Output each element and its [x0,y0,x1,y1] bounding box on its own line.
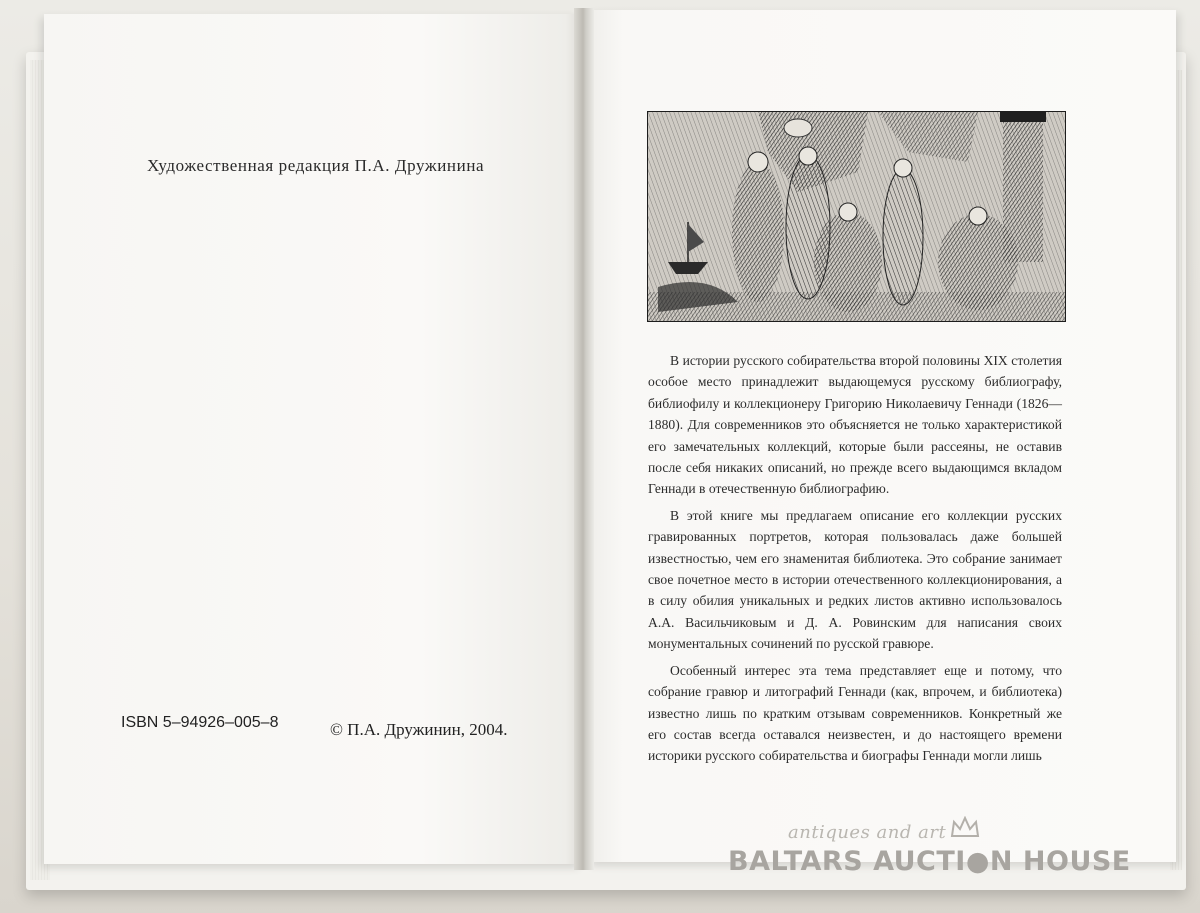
paragraph: Особенный интерес эта тема представляет еще и потому, что собрание гравюр и литографий Геннади (как, впрочем, и библиотека) известно лишь по кратким отзывам современников. Конкретный же его состав всегда оставался неизвестен, и до настоящего времени историки русского собирательства и биографы Геннади могли лишь [648,662,1062,764]
body-text [648,350,1062,772]
watermark-name: BALTARS AUCTI●N HOUSE [728,846,1131,877]
copyright-notice: © П.А. Дружинин, 2004. [330,720,508,739]
paragraph: В этой книге мы предлагаем описание его коллекции русских гравированных портретов, которая пользовалась даже большей известностью, чем его знаменитая библиотека. Это собрание занимает свое почетное место в истории отечественного коллекционирования, а в силу обилия уникальных и редких листов активно использовалось А.А. Васильчиковым и Д. А. Ровинским для написания своих монументальных сочинений по русской гравюре. [648,507,1062,652]
isbn-number: ISBN 5–94926–005–8 [121,714,279,731]
art-editor-credit: Художественная редакция П.А. Дружинина [147,156,485,175]
paragraph: В истории русского собирательства второй половины XIX столетия особое место принадлежит выдающемуся русскому библиографу, библиофилу и коллекционеру Григорию Николаевичу Геннади (1826—1880). Для современников это объясняется не только характеристикой его замечательных коллекций, которые были рассеяны, не оставив после себя никаких описаний, но прежде всего выдающимся вкладом Геннади в отечественную библиографию. [648,353,1062,497]
engraving-illustration [647,111,1066,322]
watermark-tagline: antiques and art [788,822,947,843]
book-gutter [574,8,594,870]
